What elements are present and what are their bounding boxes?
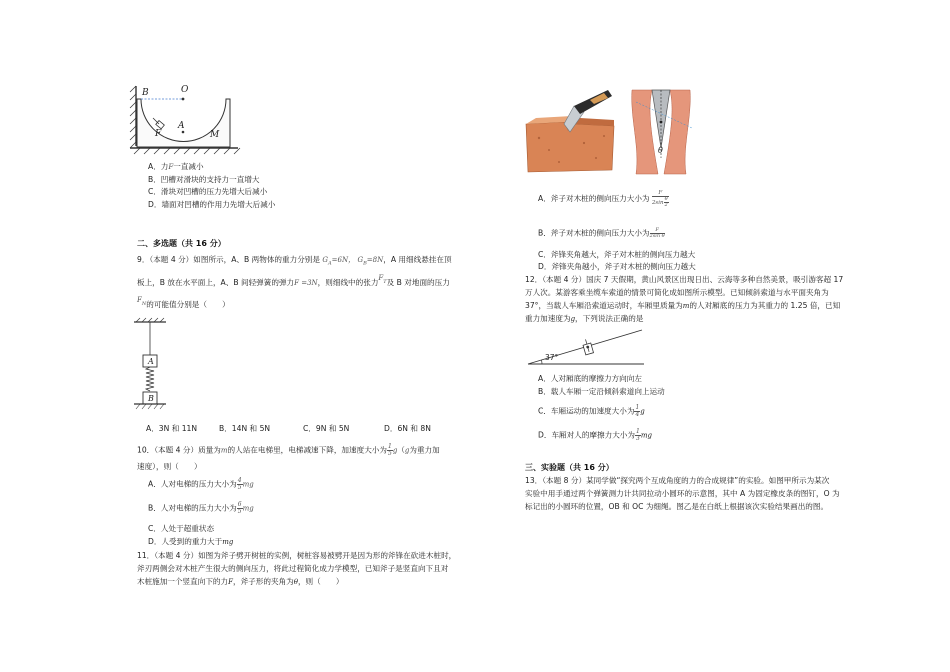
- q8-option-d: D．墙面对凹槽的作用力先增大后减小: [148, 200, 276, 209]
- label-B: B: [142, 88, 149, 98]
- incline-figure: [526, 328, 646, 368]
- q10-option-a: A．人对电梯的压力大小为 $\frac{4}{5}$ mg: [148, 477, 254, 491]
- q11-line1: 11．（本题 4 分）如图为斧子劈开树桩的实例，树桩容易被劈开是因为形的斧锋在砍进木桩时，: [137, 551, 457, 560]
- q11-option-c: C．斧锋夹角越大，斧子对木桩的侧向压力越大: [538, 250, 696, 259]
- box-B-label: B: [148, 394, 154, 403]
- q12-line4: 重力加速度为g，下列说法正确的是: [525, 314, 644, 323]
- q10-line1: 10．（本题 4 分）质量为m的人站在电梯里，电梯减速下降，加速度大小为 $\frac{1}{5}$ g（g为重力加: [137, 443, 440, 457]
- section3-title: 三、实验题（共 16 分）: [525, 463, 614, 472]
- q9-option-c: C．9N 和 5N: [303, 424, 350, 433]
- q12-option-d: D．车厢对人的摩擦力大小为 $\frac{1}{3}$ mg: [538, 428, 652, 442]
- wedge-diagram: [630, 88, 692, 176]
- q9-line3: $F_N$的可能值分别是（ ）: [137, 296, 230, 309]
- q8-option-c: C．滑块对凹槽的压力先增大后减小: [148, 187, 268, 196]
- q11-line2: 斧刃两侧会对木桩产生很大的侧向压力，将此过程简化成力学模型，已知斧子是竖直向下且对: [137, 564, 449, 573]
- box-A-label: A: [148, 357, 154, 366]
- q13-line2: 实验中用手通过两个弹簧测力计共同拉动小圆环的示意图，其中 A 为固定橡皮条的图钉，O 为: [525, 489, 840, 498]
- q11-line3: 木桩施加一个竖直向下的力F，斧子形的夹角为θ，则（ ）: [137, 577, 344, 586]
- q12-option-b: B．载人车厢一定沿倾斜索道向上运动: [538, 387, 665, 396]
- spring-figure: [134, 318, 174, 410]
- q9-line2: 板上，B 放在水平面上，A、B 间轻弹簧的弹力F =3N，则细线中的张力$F_T$及 B 对地面的压力: [137, 274, 450, 287]
- q10-option-c: C．人处于超重状态: [148, 524, 215, 533]
- q10-option-d: D．人受到的重力大于mg: [148, 537, 234, 546]
- q12-line2: 万人次。某游客乘坐缆车索道的情景可简化成如图所示模型。已知倾斜索道与水平面夹角为: [525, 288, 829, 297]
- q9-option-a: A．3N 和 11N: [146, 424, 198, 433]
- q9-option-b: B．14N 和 5N: [219, 424, 271, 433]
- q10-option-b: B．人对电梯的压力大小为 $\frac{6}{5}$ mg: [148, 501, 254, 515]
- incline-angle-label: 37°: [545, 353, 559, 362]
- label-O: O: [181, 85, 189, 95]
- q13-line1: 13．（本题 8 分）某同学做“探究两个互成角度的力的合成规律”的实验。如图甲所示为某次: [525, 476, 830, 485]
- label-A: A: [178, 121, 185, 131]
- label-F: F: [155, 129, 162, 139]
- section2-title: 二、多选题（共 16 分）: [137, 239, 226, 248]
- q12-line3: 37°，当载人车厢沿索道运动时，车厢里质量为m的人对厢底的压力为其重力的 1.25 倍，已知: [525, 301, 841, 310]
- q12-option-c: C．车厢运动的加速度大小为 $\frac{1}{4}$ g: [538, 404, 645, 418]
- q11-option-b: B．斧子对木桩的侧向压力大小为 $\frac{F}{\text{2sin θ}}$: [538, 227, 665, 239]
- axe-photo: [524, 88, 616, 176]
- q10-line2: 速度），则（ ）: [137, 462, 202, 471]
- wedge-theta-label: θ: [658, 146, 663, 155]
- q9-option-d: D．6N 和 8N: [384, 424, 431, 433]
- q12-option-a: A．人对厢底的摩擦力方向向左: [538, 374, 642, 383]
- q8-option-b: B．凹槽对滑块的支持力一直增大: [148, 175, 260, 184]
- q11-option-a: A．斧子对木桩的侧向压力大小为 F 2sin $\frac{\theta}{2}$: [538, 190, 668, 208]
- q9-line1: 9．（本题 4 分）如图所示，A、B 两物体的重力分别是 $G_A=6N$， $G_B=8N$，A 用细线悬挂在顶: [137, 255, 452, 267]
- q12-line1: 12．（本题 4 分）国庆 7 天假期，黄山风景区出现日出、云海等多种自然美景，吸引游客超 17: [525, 275, 844, 284]
- q13-line3: 标记出的小圆环的位置，OB 和 OC 为细绳。图乙是在白纸上根据该次实验结果画出的图。: [525, 502, 829, 511]
- q8-option-a: A．力F一直减小: [148, 162, 204, 171]
- label-M: M: [210, 130, 220, 140]
- q11-option-d: D．斧锋夹角越小，斧子对木桩的侧向压力越大: [538, 262, 696, 271]
